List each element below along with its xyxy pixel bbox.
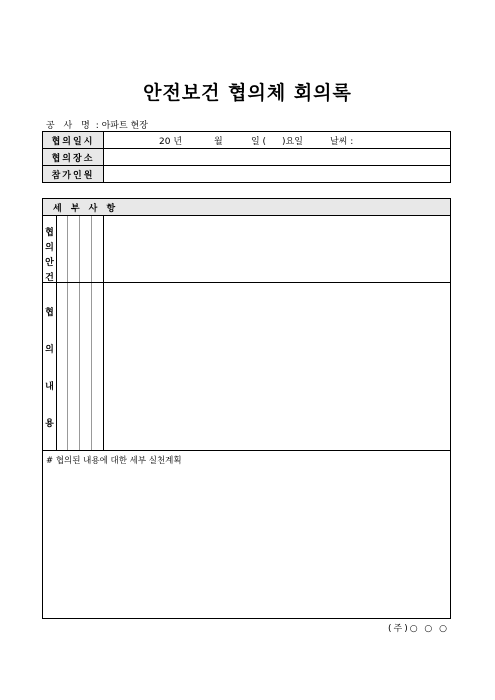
detail-header-label: 세 부 사 항 (53, 204, 119, 214)
plan-heading: # 협의된 내용에 대한 세부 실천계획 (46, 456, 182, 466)
content-char: 협 (45, 308, 54, 318)
label-place: 협의장소 (43, 149, 104, 166)
content-char: 용 (45, 419, 54, 429)
agenda-col (56, 216, 68, 282)
label-datetime: 협의일시 (43, 132, 104, 149)
content-char: 내 (45, 382, 54, 392)
content-col (68, 283, 80, 450)
date-weather: 날씨 : (330, 137, 354, 147)
place-field[interactable] (104, 149, 451, 166)
meeting-info-table (42, 131, 451, 183)
agenda-col (92, 216, 104, 282)
date-weekday: )요일 (282, 137, 303, 147)
project-value: 아파트 현장 (101, 121, 148, 131)
agenda-char: 협 (45, 228, 54, 238)
agenda-char: 의 (45, 243, 54, 253)
content-col (56, 283, 68, 450)
row-attendees (43, 166, 451, 183)
project-label: 공 사 명 (46, 121, 93, 131)
agenda-label (43, 216, 57, 282)
content-label (43, 283, 57, 450)
agenda-section (43, 216, 450, 283)
detail-header (43, 199, 450, 216)
content-col (92, 283, 104, 450)
agenda-col (68, 216, 80, 282)
agenda-char: 안 (45, 258, 54, 268)
content-section (43, 283, 450, 451)
content-field[interactable] (104, 283, 450, 450)
content-char: 의 (45, 345, 54, 355)
date-month: 월 (214, 137, 223, 147)
content-col (80, 283, 92, 450)
project-sep: : (95, 121, 99, 131)
row-datetime (43, 132, 451, 149)
date-year: 20 년 (159, 137, 183, 147)
company-signature: (주)○ ○ ○ (388, 624, 449, 634)
agenda-field[interactable] (104, 216, 450, 282)
detail-section (42, 198, 451, 619)
agenda-col (80, 216, 92, 282)
project-name (46, 118, 148, 131)
agenda-char: 건 (45, 273, 54, 283)
document-title: 안전보건 협의체 회의록 (143, 82, 352, 104)
plan-field[interactable] (43, 469, 450, 618)
attendees-field[interactable] (104, 166, 451, 183)
label-attendees: 참가인원 (43, 166, 104, 183)
date-day: 일 ( (251, 137, 267, 147)
datetime-field[interactable] (104, 132, 451, 149)
row-place (43, 149, 451, 166)
